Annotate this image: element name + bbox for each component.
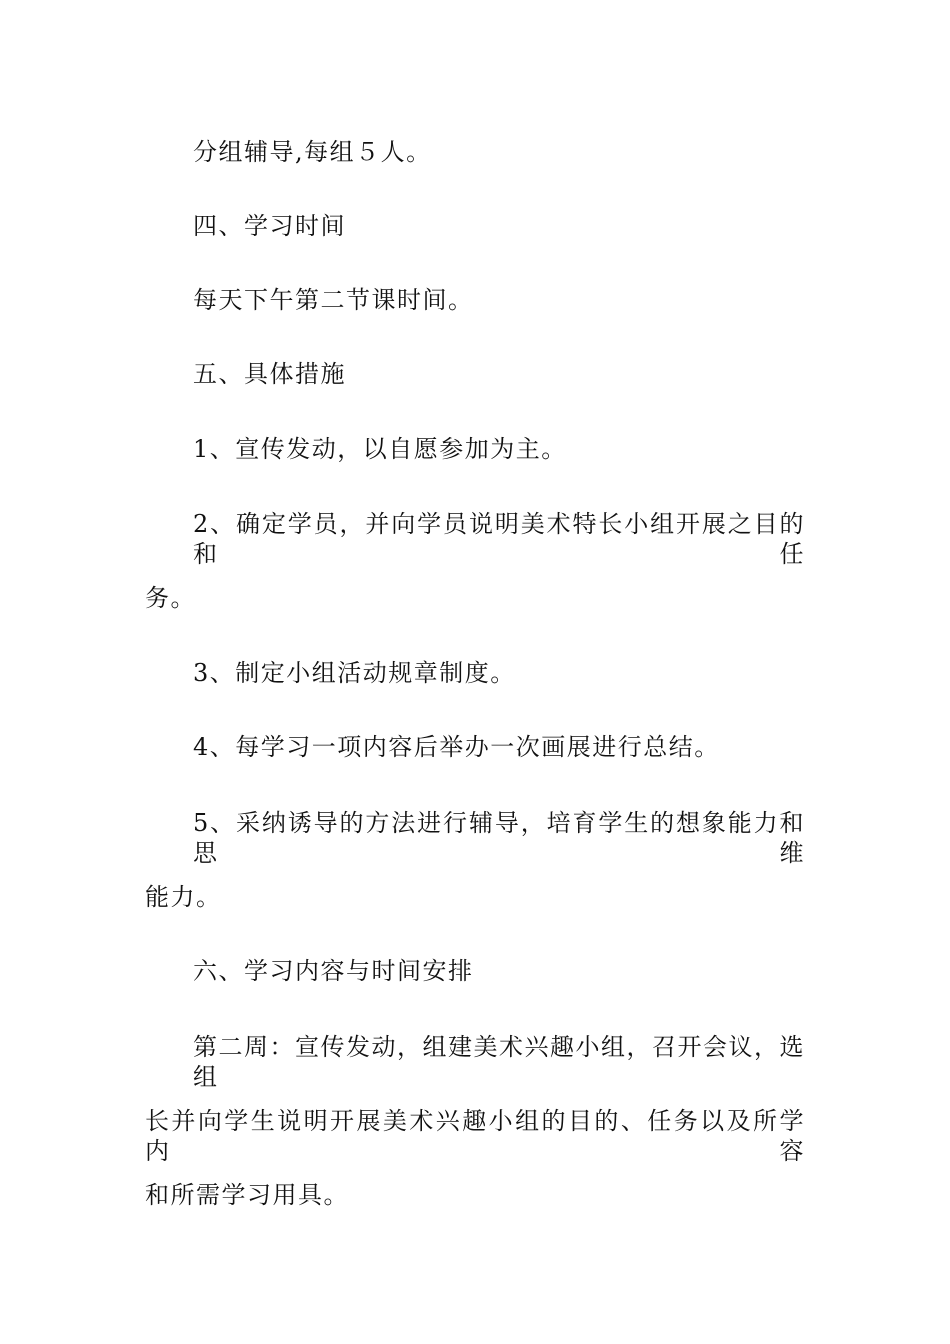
paragraph-study-time: 每天下午第二节课时间。 <box>193 286 474 314</box>
measure-item-2-line-2: 务。 <box>145 584 196 612</box>
measure-item-2-line-1: 2、确定学员，并向学员说明美术特长小组开展之目的和任 <box>193 510 805 568</box>
schedule-week2-line-2: 长并向学生说明开展美术兴趣小组的目的、任务以及所学内容 <box>145 1107 805 1165</box>
paragraph-grouping: 分组辅导,每组５人。 <box>193 138 432 166</box>
measure-item-3: 3、制定小组活动规章制度。 <box>193 659 516 687</box>
measure-item-4: 4、每学习一项内容后举办一次画展进行总结。 <box>193 733 720 761</box>
schedule-week2-line-3: 和所需学习用具。 <box>145 1181 349 1209</box>
measure-item-5-line-1: 5、采纳诱导的方法进行辅导，培育学生的想象能力和思维 <box>193 809 805 867</box>
heading-measures: 五、具体措施 <box>193 360 346 388</box>
schedule-week2-line-1: 第二周：宣传发动，组建美术兴趣小组，召开会议，选组 <box>193 1033 805 1091</box>
heading-study-time: 四、学习时间 <box>193 212 346 240</box>
measure-item-5-line-2: 能力。 <box>145 883 222 911</box>
heading-schedule: 六、学习内容与时间安排 <box>193 957 474 985</box>
measure-item-1: 1、宣传发动，以自愿参加为主。 <box>193 435 567 463</box>
